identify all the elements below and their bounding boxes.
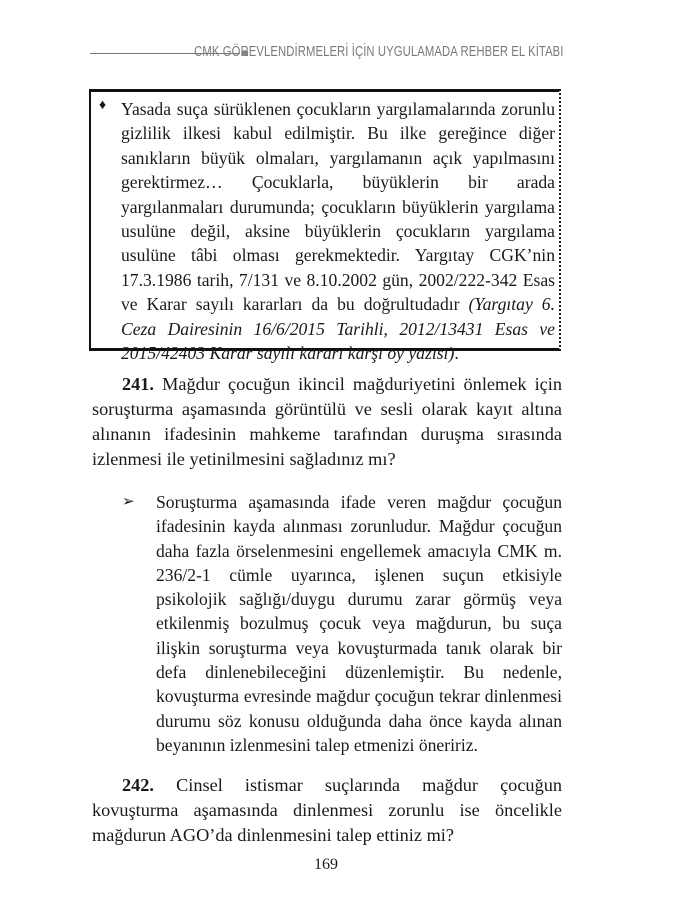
question-text: Cinsel istismar suçlarında mağdur çocuğun kovuşturma aşamasında dinlenmesi zorunlu ise öncelikle mağdurun AGO’da dinlenmesini talep ettiniz mi? bbox=[92, 775, 562, 845]
note-text-regular: Yasada suça sürüklenen çocukların yargılamalarında zorunlu gizlilik ilkesi kabul edilmiştir. Bu ilke gereğince diğer sanıkların büyük olmaları, yargılamanın açık yapılmasını gerektirmez… Çocuklarla, büyüklerin bir arada yargılanmaları durumunda; çocukların büyüklerin yargılama usulüne değil, aksine büyüklerin çocukların yargılama usulüne tâbi olması gerekmektedir. Yargıtay CGK’nin 17.3.1986 tarih, 7/131 ve 8.10.2002 gün, 2002/222-342 Esas ve Karar sayılı kararları da bu doğrultudadır bbox=[121, 99, 555, 315]
running-title: CMK GÖREVLENDİRMELERİ İÇİN UYGULAMADA REHBER EL KİTABI bbox=[194, 44, 564, 60]
note-citation: (Yargıtay 6. Ceza Dairesinin 16/6/2015 Tarihli, 2012/13431 Esas ve 2015/42403 Karar sayılı kararı karşı oy yazısı) bbox=[121, 294, 555, 364]
arrow-bullet-icon: ➢ bbox=[122, 494, 135, 510]
question-241 bbox=[92, 372, 562, 472]
answer-241: Soruşturma aşamasında ifade veren mağdur çocuğun ifadesinin kayda alınması zorunludur. Mağdur çocuğun daha fazla örselenmesini engellemek amacıyla CMK m. 236/2-1 cümle uyarınca, işlenen suçun etkisiyle psikolojik sağlığı/duygu durumu zarar görmüş veya etkilenmiş bozulmuş çocuk veya mağdurun, bu suça ilişkin soruşturma veya kovuşturmada tanık olarak bir defa dinlenebileceğini düzenlemiştir. Bu nedenle, kovuşturma evresinde mağdur çocuğun tekrar dinlenmesi durumu söz konusu olduğunda daha önce kayda alınan beyanının izlenmesini talep etmenizi öneririz. bbox=[156, 492, 562, 755]
question-text: Mağdur çocuğun ikincil mağduriyetini önlemek için soruşturma aşamasında görüntülü ve sesli olarak kayıt altına alınanın ifadesinin mahkeme tarafından duruşma sırasında izlenmesi ile yetinilmesini sağladınız mı? bbox=[92, 374, 562, 469]
running-header bbox=[90, 44, 564, 64]
question-number: 241. bbox=[122, 374, 154, 394]
diamond-bullet-icon: ♦ bbox=[99, 98, 107, 113]
question-242 bbox=[92, 773, 562, 848]
page-number: 169 bbox=[314, 856, 338, 873]
note-text-end: . bbox=[454, 343, 459, 364]
question-number: 242. bbox=[122, 775, 154, 795]
note-box bbox=[89, 89, 561, 364]
note-text bbox=[121, 97, 555, 365]
